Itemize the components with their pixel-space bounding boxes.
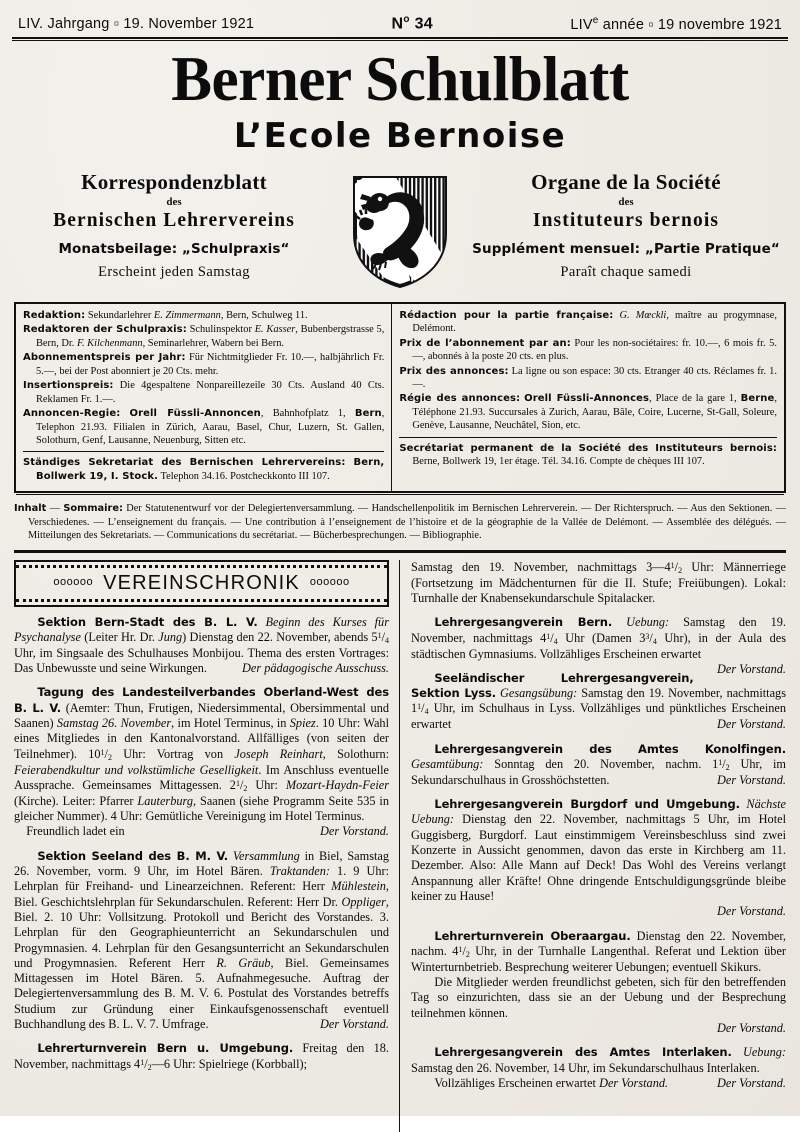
dateline-right: LIVe année ▫ 19 novembre 1921 — [570, 14, 782, 33]
article-heading: Seeländischer Lehrergesangverein, Sektion Lyss. — [411, 670, 694, 701]
masthead — [10, 41, 790, 155]
organ-fr-line1: Organe de la Société — [531, 169, 721, 194]
article — [411, 797, 786, 919]
article-signature-line — [411, 904, 786, 919]
column-right — [400, 560, 786, 1132]
right-article-list — [411, 615, 786, 1091]
article-paragraph: Tagung des Landesteilverbandes Oberland-West des B. L. V. (Aemter: Thun, Frutigen, Niedersimmental, Obersimmental und Saanen) Samstag 26. November, im Hotel Terminus, in Spiez. 10 Uhr: Wahl eines Mitgliedes in den Kantonalvorstand. Allfälliges (von seiten der Teilnehmer). $10^1/2$ Uhr: Vortrag von Joseph Reinhart, Solothurn: Feierabendkultur und volkstümliche Geselligkeit. Im Anschluss eventuelle Aussprache. Gemeinsames Mittagessen. $2^1/2$ Uhr: Mozart-Haydn-Feier (Kirche). Leiter: Pfarrer Lauterburg, Saanen (siehe Programm Seite 535 in gleicher Nummer). 4 Uhr: Gemütliche Vereinigung im Hotel Terminus. — [14, 685, 390, 824]
article-signature: Der Vorstand. — [319, 824, 389, 839]
page-subtitle: L’Ecole Bernoise — [233, 115, 567, 156]
organ-german — [18, 170, 330, 281]
continuation-text: Samstag den 19. November, nachmittags $3—4^1/2$ Uhr: Männerriege (Fortsetzung im Mädchenturnen für die II. Stufe; Freiübungen). Lokal: Turnhalle der Knabensekundarschule Spitalacker. — [411, 559, 786, 605]
imprint-divider-fr — [399, 437, 777, 438]
imprint-german-entries — [23, 309, 384, 447]
article-signature: Der Vorstand. — [716, 717, 786, 732]
article-signature: Der Vorstand. — [319, 1016, 389, 1031]
article-signature-line — [411, 1021, 786, 1036]
imprint-entry: Redaktion: Sekundarlehrer E. Zimmermann, Bern, Schulweg 11. — [23, 309, 308, 321]
article-signature: Der Vorstand. — [716, 1021, 786, 1035]
organ-de-line3: Bernischen Lehrervereins — [53, 209, 295, 231]
imprint-entry: Abonnementspreis per Jahr: Für Nichtmitglieder Fr. 10.—, halbjährlich Fr. 5.—, bei der Post abonniert je 20 Cts. mehr. — [23, 352, 385, 378]
article — [411, 615, 787, 676]
bern-bear-coat-of-arms-icon — [348, 170, 452, 290]
organ-french — [470, 170, 782, 281]
article — [411, 671, 786, 733]
article — [14, 685, 389, 839]
contents-rule — [14, 550, 786, 553]
dateline-left: LIV. Jahrgang ▫ 19. November 1921 — [18, 16, 255, 33]
contents-summary: Inhalt — Sommaire: Der Statutenentwurf vor der Delegiertenversammlung. — Handschellenpolitik im Bernischen Lehrerverein. — Der Richterspruch. — Aus den Sektionen. — Verschiedenes. — L’enseignement du français. — Une contribution à l’enseignement de l’histoire et de la géographie de la Vallée de Delémont. — Assemblée des délégués. — Mitteilungen des Sekretariats. — Communications du secrétariat. — Bücherbesprechungen. — Bibliographie. — [14, 502, 786, 542]
article-signature: Der Vorstand. — [716, 904, 786, 919]
imprint-french-secretariat: Secrétariat permanent de la Société des Instituteurs bernois: Berne, Bollwerk 19, 1er étage. Tél. 34.16. Compte de chèques III 107. — [399, 442, 777, 468]
article — [411, 929, 786, 1037]
article-heading: Lehrergesangverein Burgdorf und Umgebung. — [434, 797, 740, 812]
column-left — [14, 560, 400, 1132]
organ-de-line2: des — [166, 195, 182, 208]
organ-de-line4: Monatsbeilage: „Schulpraxis“ — [58, 240, 290, 257]
article-paragraph: Lehrergesangverein Bern. Uebung: Samstag den 19. November, nachmittags $4^1/4$ Uhr (Damen $3^3/4$ Uhr), in der Aula des städtischen Gymnasiums. Vollzähliges Erscheinen erwartet Der Vorstand. — [411, 615, 787, 676]
banner-dots-left: oooooo — [53, 576, 94, 589]
article-signature: Der pädagogische Ausschuss. — [242, 661, 389, 676]
article-paragraph: Lehrerturnverein Oberaargau. Dienstag den 22. November, nachm. $4^1/2$ Uhr, in der Turnhalle Langenthal. Referat und Lektion über Winterturnbetrieb. Besprechung weiterer Uebungen; eventuell Skikurs. — [411, 928, 786, 974]
organ-de-line1: Korrespondenzblatt — [81, 169, 267, 194]
imprint-entry: Rédaction pour la partie française: G. Mœckli, maître au progymnase, Delémont. — [399, 309, 777, 335]
article-heading: Lehrergesangverein des Amtes Konolfingen. — [434, 741, 786, 756]
banner-title: VEREINSCHRONIK — [103, 571, 300, 594]
article-paragraph: Sektion Bern-Stadt des B. L. V. Beginn des Kurses für Psychanalyse (Leiter Hr. Dr. Jung) Dienstag den 22. November, abends $5^1/4$ Uhr, im Singsaale des Schulhauses Monbijou. Thema des ersten Vortrages: Das Unbewusste und seine Wirkungen. Der pädagogische Ausschuss. — [14, 614, 389, 676]
article-heading: Lehrerturnverein Bern u. Umgebung. — [37, 1041, 294, 1056]
article-paragraph: Lehrergesangverein des Amtes Konolfingen. Gesamtübung: Sonntag den 20. November, nachm. $1^1/2$ Uhr, im Sekundarschulhaus in Grosshöchstetten. Der Vorstand. — [411, 741, 786, 787]
article-paragraph: Seeländischer Lehrergesangverein, Sektion Lyss. Gesangsübung: Samstag den 19. November, nachmittags $1^1/4$ Uhr, im Schulhaus in Lyss. Vollzähliges und pünktliches Erscheinen erwartet Der Vorstand. — [411, 670, 786, 732]
imprint-entry: Redaktoren der Schulpraxis: Schulinspektor E. Kasser, Bubenbergstrasse 5, Bern, Dr. F. Kilchenmann, Seminarlehrer, Wabern bei Bern. — [23, 324, 385, 350]
article-heading: Sektion Bern-Stadt des B. L. V. — [37, 614, 258, 629]
imprint-german — [16, 304, 392, 491]
article-paragraph: Lehrergesangverein Burgdorf und Umgebung. Nächste Uebung: Dienstag den 22. November, nachmittags 5 Uhr, im Hotel Guggisberg, Burgdorf. Laut einstimmigem Vereinsbeschluss sind zwei Konzerte in Aussicht genommen, davon das erste in Kirchberg am 11. Dezember. Also: Alle Mann auf Deck! Das Wohl des Vereins verlangt Anspannung aller Kräfte! Ohne dringende Entschuldigungsgründe bleibe keiner zu Hause! — [411, 797, 786, 903]
banner-dots-right: oooooo — [309, 576, 350, 589]
article — [411, 1045, 786, 1091]
article-continuation — [411, 560, 786, 607]
imprint-german-secretariat: Ständiges Sekretariat des Bernischen Lehrervereins: Bern, Bollwerk 19, I. Stock. Telephon 34.16. Postcheckkonto III 107. — [23, 457, 385, 482]
organ-band — [10, 170, 790, 290]
imprint-divider — [23, 451, 384, 452]
imprint-entry: Insertionspreis: Die 4gespaltene Nonpareillezeile 30 Cts. Ausland 40 Cts. Reklamen Fr. 1.—. — [23, 380, 385, 405]
imprint-french-entries — [399, 309, 777, 433]
article-signature: Der Vorstand. — [599, 1075, 669, 1090]
article-heading: Sektion Seeland des B. M. V. — [37, 848, 229, 863]
imprint-box — [14, 302, 786, 493]
issue-number: $N^o$ 34 — [391, 14, 433, 33]
imprint-entry: Régie des annonces: Orell Füssli-Annonces, Place de la gare 1, Berne, Téléphone 21.93. Succursales à Zurich, Aarau, Bâle, Coire, Lucerne, St-Gall, Soleure, Genève, Lausanne, Neuchâtel, Sion, etc. — [399, 393, 777, 432]
article-paragraph-2: Vollzähliges Erscheinen erwartet Der Vorstand. — [434, 1075, 669, 1090]
article-closing: Freundlich ladet ein Der Vorstand. — [14, 824, 389, 839]
article — [14, 849, 389, 1033]
organ-fr-line4: Supplément mensuel: „Partie Pratique“ — [472, 240, 780, 257]
dateline — [10, 14, 790, 37]
organ-fr-line3: Instituteurs bernois — [532, 209, 720, 231]
imprint-entry: Annoncen-Regie: Orell Füssli-Annoncen, Bahnhofplatz 1, Bern, Telephon 21.93. Filialen in Zürich, Aarau, Basel, Chur, Luzern, St. Gallen, Solothurn, Genf, Lausanne, Neuenburg, Sitten etc. — [23, 408, 385, 447]
article-heading: Tagung des Landesteilverbandes Oberland-West des B. L. V. — [14, 685, 389, 715]
article-heading: Lehrergesangverein des Amtes Interlaken. — [434, 1045, 732, 1060]
imprint-french — [392, 304, 784, 491]
article-paragraph-2: Die Mitglieder werden freundlichst gebeten, sich für den betreffenden Tag so einzurichten, dass sie an der Uebung und der Besprechung teilnehmen können. — [411, 975, 786, 1020]
article-signature: Der Vorstand. — [716, 1075, 786, 1090]
organ-fr-line5: Paraît chaque samedi — [560, 263, 692, 280]
article — [14, 615, 389, 677]
article-paragraph: Sektion Seeland des B. M. V. Versammlung in Biel, Samstag 26. November, vorm. 9 Uhr, im Hotel Bären. Traktanden: 1. 9 Uhr: Lehrplan für Freihand- und Linearzeichnen. Referent: Herr Mühlestein, Biel. Geschichtslehrplan für Sekundarschulen. Referent: Herr Dr. Oppliger, Biel. 2. 10 Uhr: Vollsitzung. Protokoll und Bericht des Vorstandes. 3. Lehrplan für den Geographieunterricht an Sekundarschulen und Progymnasien. 4. Lehrplan für den Gesangsunterricht an Sekundarschulen und Progymnasien. Referent Herr R. Gräub, Biel. Gemeinsames Mittagessen im Hotel Bären. 5. Aufnahmegesuche. Auftrag der Delegiertenversammlung des B. M. V. 6. Postulat des Vorstandes betreffs Studium zur Gründung einer Einkaufsgenossenschaft eventuell Buchhandlung des B. L. V. 7. Umfrage. Der Vorstand. — [14, 848, 389, 1031]
left-article-list — [14, 615, 389, 1073]
organ-fr-line2: des — [618, 195, 634, 208]
article — [14, 1041, 389, 1072]
page-title: Berner Schulblatt — [171, 44, 629, 115]
article-signature: Der Vorstand. — [716, 772, 786, 787]
article-heading: Lehrerturnverein Oberaargau. — [434, 928, 631, 943]
imprint-entry: Prix des annonces: La ligne ou son espace: 30 cts. Etranger 40 cts. Réclames fr. 1.—. — [399, 365, 777, 391]
vereinschronik-banner — [14, 560, 389, 607]
article-body — [14, 560, 786, 1132]
article-heading: Lehrergesangverein Bern. — [434, 615, 613, 630]
article — [411, 742, 786, 789]
imprint-entry: Prix de l’abonnement par an: Pour les non-sociétaires: fr. 10.—, 6 mois fr. 5.—, abonnés à la poste 20 cts. en plus. — [399, 337, 777, 363]
article-paragraph: Lehrergesangverein des Amtes Interlaken. Uebung: Samstag den 26. November, 14 Uhr, im Sekundarschulhaus Interlaken. Der Vorstand. — [411, 1045, 786, 1090]
organ-de-line5: Erscheint jeden Samstag — [98, 263, 250, 280]
article-paragraph: Lehrerturnverein Bern u. Umgebung. Freitag den 18. November, nachmittags $4^1/2—6$ Uhr: Spielriege (Korbball); — [14, 1041, 389, 1072]
article-signature: Der Vorstand. — [716, 661, 786, 676]
